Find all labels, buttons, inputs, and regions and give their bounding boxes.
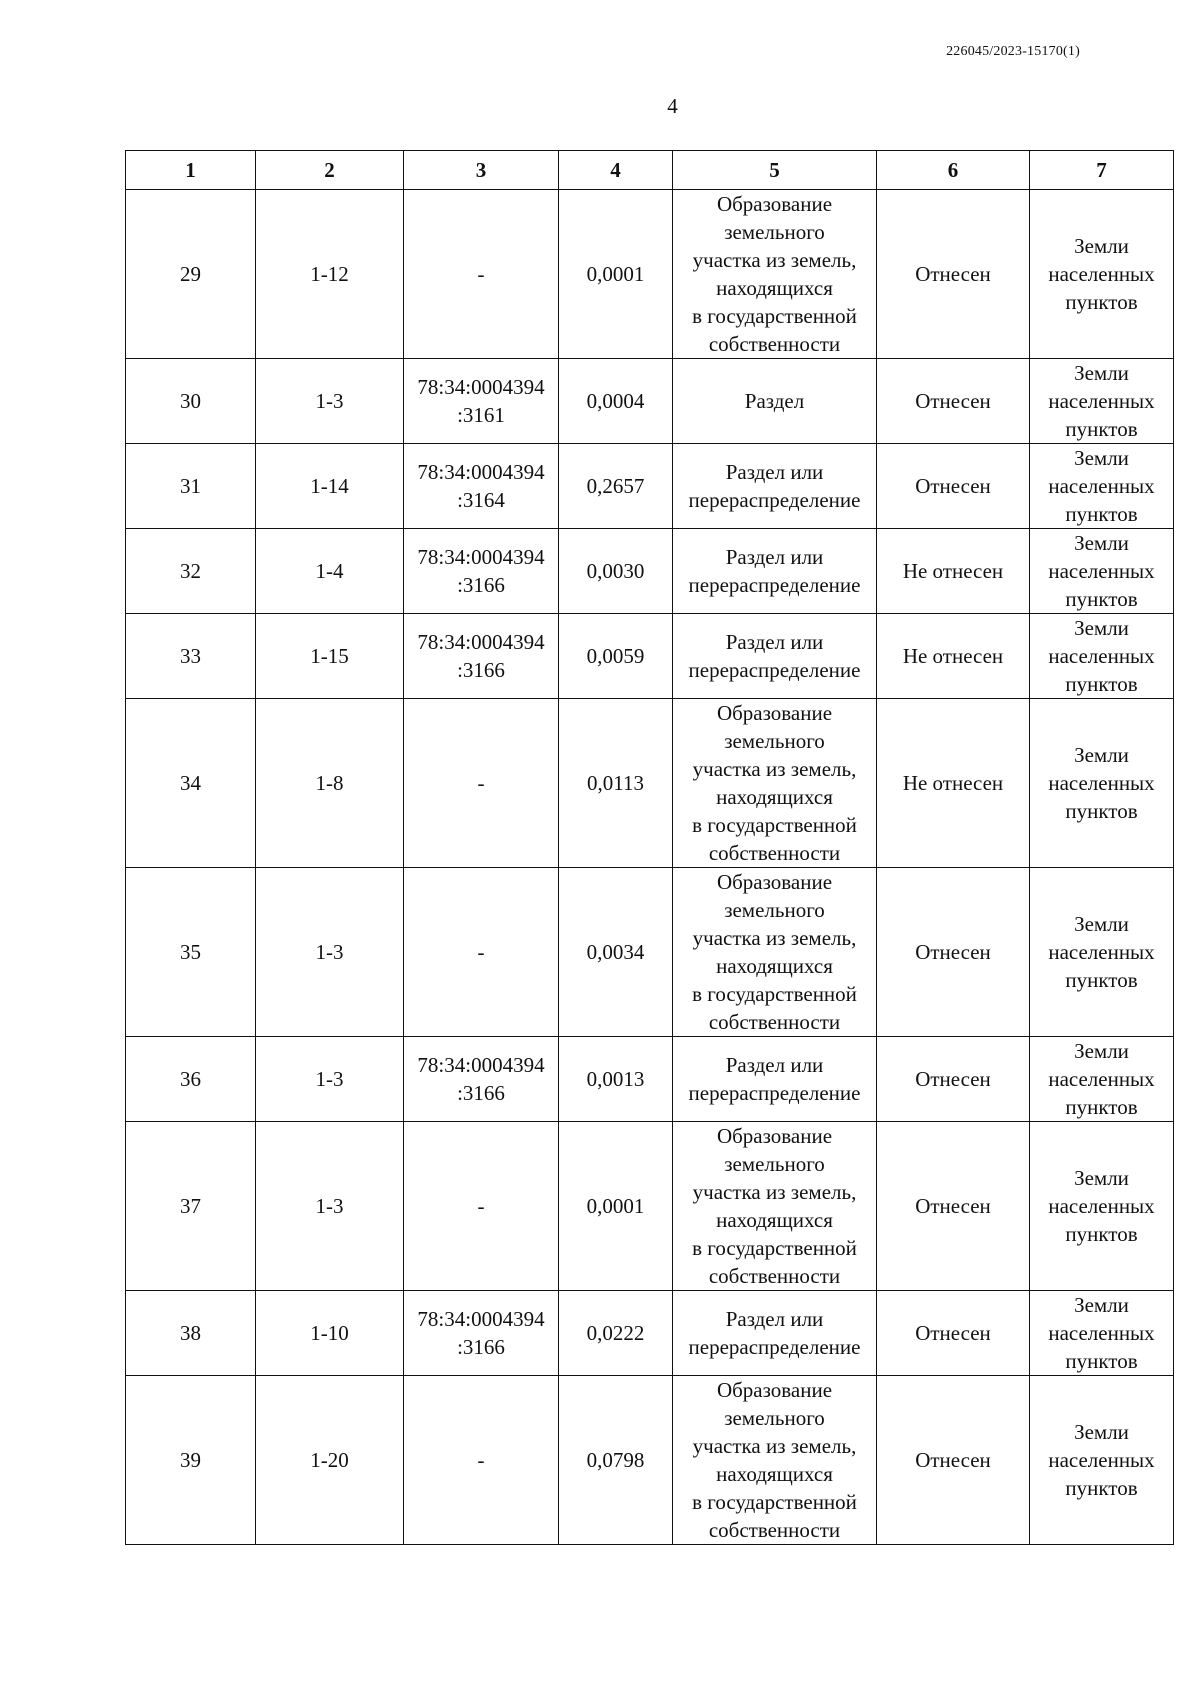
- area-cell: 0,0059: [559, 614, 673, 699]
- table-row: [126, 1291, 1174, 1376]
- action-cell: Образование земельного участка из земель, находящихся в государственной собственности: [673, 190, 877, 359]
- zone-cell: 1-3: [256, 868, 404, 1037]
- area-cell: 0,0030: [559, 529, 673, 614]
- action-cell: Раздел или перераспределение: [673, 444, 877, 529]
- row-number-cell: 32: [126, 529, 256, 614]
- status-cell: Не отнесен: [877, 529, 1030, 614]
- status-cell: Отнесен: [877, 1122, 1030, 1291]
- land-category-cell: Земли населенных пунктов: [1030, 614, 1174, 699]
- column-header: 6: [877, 151, 1030, 190]
- column-header: 5: [673, 151, 877, 190]
- zone-cell: 1-3: [256, 359, 404, 444]
- table-row: [126, 444, 1174, 529]
- cadastral-number-cell: 78:34:0004394 :3166: [404, 1291, 559, 1376]
- land-category-cell: Земли населенных пунктов: [1030, 444, 1174, 529]
- table-row: [126, 1376, 1174, 1545]
- action-cell: Раздел или перераспределение: [673, 614, 877, 699]
- zone-cell: 1-8: [256, 699, 404, 868]
- land-category-cell: Земли населенных пунктов: [1030, 868, 1174, 1037]
- cadastral-number-cell: 78:34:0004394 :3161: [404, 359, 559, 444]
- cadastral-number-cell: 78:34:0004394 :3166: [404, 529, 559, 614]
- row-number-cell: 38: [126, 1291, 256, 1376]
- action-cell: Раздел или перераспределение: [673, 1291, 877, 1376]
- column-header: 3: [404, 151, 559, 190]
- land-category-cell: Земли населенных пунктов: [1030, 1122, 1174, 1291]
- row-number-cell: 39: [126, 1376, 256, 1545]
- area-cell: 0,0001: [559, 190, 673, 359]
- table-header-row: [126, 151, 1174, 190]
- row-number-cell: 34: [126, 699, 256, 868]
- area-cell: 0,0798: [559, 1376, 673, 1545]
- column-header: 2: [256, 151, 404, 190]
- cadastral-number-cell: -: [404, 1376, 559, 1545]
- land-category-cell: Земли населенных пунктов: [1030, 699, 1174, 868]
- status-cell: Отнесен: [877, 359, 1030, 444]
- table-row: [126, 359, 1174, 444]
- area-cell: 0,2657: [559, 444, 673, 529]
- status-cell: Не отнесен: [877, 614, 1030, 699]
- column-header: 4: [559, 151, 673, 190]
- table-row: [126, 614, 1174, 699]
- status-cell: Отнесен: [877, 1376, 1030, 1545]
- area-cell: 0,0113: [559, 699, 673, 868]
- page-number: 4: [667, 94, 678, 118]
- land-category-cell: Земли населенных пунктов: [1030, 1037, 1174, 1122]
- zone-cell: 1-15: [256, 614, 404, 699]
- action-cell: Образование земельного участка из земель, находящихся в государственной собственности: [673, 1376, 877, 1545]
- zone-cell: 1-4: [256, 529, 404, 614]
- area-cell: 0,0013: [559, 1037, 673, 1122]
- table-row: [126, 1037, 1174, 1122]
- zone-cell: 1-10: [256, 1291, 404, 1376]
- zone-cell: 1-3: [256, 1037, 404, 1122]
- action-cell: Образование земельного участка из земель, находящихся в государственной собственности: [673, 699, 877, 868]
- row-number-cell: 30: [126, 359, 256, 444]
- column-header: 1: [126, 151, 256, 190]
- cadastral-number-cell: -: [404, 868, 559, 1037]
- action-cell: Раздел: [673, 359, 877, 444]
- action-cell: Образование земельного участка из земель, находящихся в государственной собственности: [673, 868, 877, 1037]
- area-cell: 0,0004: [559, 359, 673, 444]
- row-number-cell: 31: [126, 444, 256, 529]
- cadastral-number-cell: -: [404, 699, 559, 868]
- status-cell: Отнесен: [877, 868, 1030, 1037]
- cadastral-number-cell: 78:34:0004394 :3164: [404, 444, 559, 529]
- status-cell: Отнесен: [877, 1291, 1030, 1376]
- cadastral-number-cell: -: [404, 190, 559, 359]
- row-number-cell: 33: [126, 614, 256, 699]
- action-cell: Раздел или перераспределение: [673, 1037, 877, 1122]
- area-cell: 0,0001: [559, 1122, 673, 1291]
- zone-cell: 1-14: [256, 444, 404, 529]
- column-header: 7: [1030, 151, 1174, 190]
- document-id: 226045/2023-15170(1): [946, 44, 1080, 59]
- cadastral-number-cell: 78:34:0004394 :3166: [404, 614, 559, 699]
- zone-cell: 1-12: [256, 190, 404, 359]
- cadastral-number-cell: -: [404, 1122, 559, 1291]
- status-cell: Отнесен: [877, 1037, 1030, 1122]
- status-cell: Отнесен: [877, 190, 1030, 359]
- land-plots-table: [125, 150, 1174, 1545]
- cadastral-number-cell: 78:34:0004394 :3166: [404, 1037, 559, 1122]
- row-number-cell: 36: [126, 1037, 256, 1122]
- row-number-cell: 37: [126, 1122, 256, 1291]
- land-category-cell: Земли населенных пунктов: [1030, 1291, 1174, 1376]
- table-row: [126, 699, 1174, 868]
- table-row: [126, 1122, 1174, 1291]
- status-cell: Отнесен: [877, 444, 1030, 529]
- row-number-cell: 29: [126, 190, 256, 359]
- table-row: [126, 529, 1174, 614]
- zone-cell: 1-20: [256, 1376, 404, 1545]
- status-cell: Не отнесен: [877, 699, 1030, 868]
- area-cell: 0,0034: [559, 868, 673, 1037]
- land-category-cell: Земли населенных пунктов: [1030, 529, 1174, 614]
- table-row: [126, 190, 1174, 359]
- land-category-cell: Земли населенных пунктов: [1030, 1376, 1174, 1545]
- land-category-cell: Земли населенных пунктов: [1030, 359, 1174, 444]
- row-number-cell: 35: [126, 868, 256, 1037]
- land-category-cell: Земли населенных пунктов: [1030, 190, 1174, 359]
- zone-cell: 1-3: [256, 1122, 404, 1291]
- action-cell: Образование земельного участка из земель, находящихся в государственной собственности: [673, 1122, 877, 1291]
- area-cell: 0,0222: [559, 1291, 673, 1376]
- action-cell: Раздел или перераспределение: [673, 529, 877, 614]
- table-row: [126, 868, 1174, 1037]
